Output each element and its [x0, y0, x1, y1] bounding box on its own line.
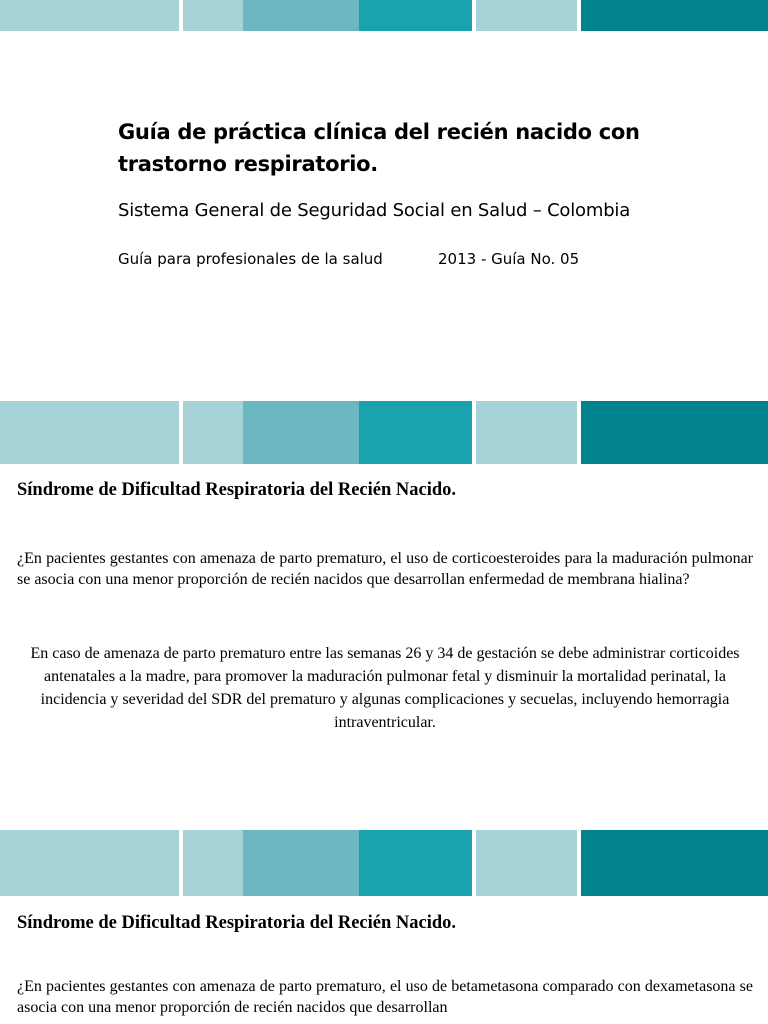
band-segment: [0, 401, 179, 464]
band-segment: [476, 0, 577, 31]
band-segment: [359, 401, 471, 464]
band-segment: [243, 401, 359, 464]
decorative-band-divider: [0, 830, 768, 896]
section-heading: Síndrome de Dificultad Respiratoria del Recién Nacido.: [17, 913, 457, 933]
band-segment: [476, 401, 577, 464]
band-segment: [476, 830, 577, 896]
band-segment: [183, 0, 243, 31]
band-segment: [581, 0, 768, 31]
slide-section: [17, 913, 753, 1018]
title-slide: [118, 116, 738, 268]
clinical-question: ¿En pacientes gestantes con amenaza de parto prematuro, el uso de corticoesteroides para la maduración pulmonar se asocia con una menor proporción de recién nacidos que desarrollan enfermedad de membrana hialina?: [17, 550, 753, 588]
band-segment: [0, 830, 179, 896]
band-segment: [581, 830, 768, 896]
document-title: Guía de práctica clínica del recién nacido con trastorno respiratorio.: [118, 120, 640, 176]
band-segment: [0, 0, 179, 31]
band-segment: [183, 830, 243, 896]
decorative-band-divider: [0, 401, 768, 464]
slide-section: [17, 480, 753, 734]
band-segment: [243, 0, 359, 31]
band-segment: [581, 401, 768, 464]
guide-audience-label: Guía para profesionales de la salud: [118, 250, 383, 268]
band-segment: [243, 830, 359, 896]
document-subtitle: Sistema General de Seguridad Social en Salud – Colombia: [118, 200, 631, 221]
guide-number: 2013 - Guía No. 05: [438, 250, 580, 268]
band-segment: [183, 401, 243, 464]
clinical-question: ¿En pacientes gestantes con amenaza de parto prematuro, el uso de betametasona comparado con dexametasona se asocia con una menor proporción de recién nacidos que desarrollan: [17, 978, 753, 1016]
band-segment: [359, 830, 471, 896]
section-heading: Síndrome de Dificultad Respiratoria del Recién Nacido.: [17, 480, 457, 500]
document-meta: [118, 250, 738, 268]
decorative-band-top: [0, 0, 768, 31]
band-segment: [359, 0, 471, 31]
recommendation-text: En caso de amenaza de parto prematuro entre las semanas 26 y 34 de gestación se debe administrar corticoides antenatales a la madre, para promover la maduración pulmonar fetal y disminuir la mortalidad perinatal, la incidencia y severidad del SDR del prematuro y algunas complicaciones y secuelas, incluyendo hemorragia intraventricular.: [30, 645, 740, 731]
